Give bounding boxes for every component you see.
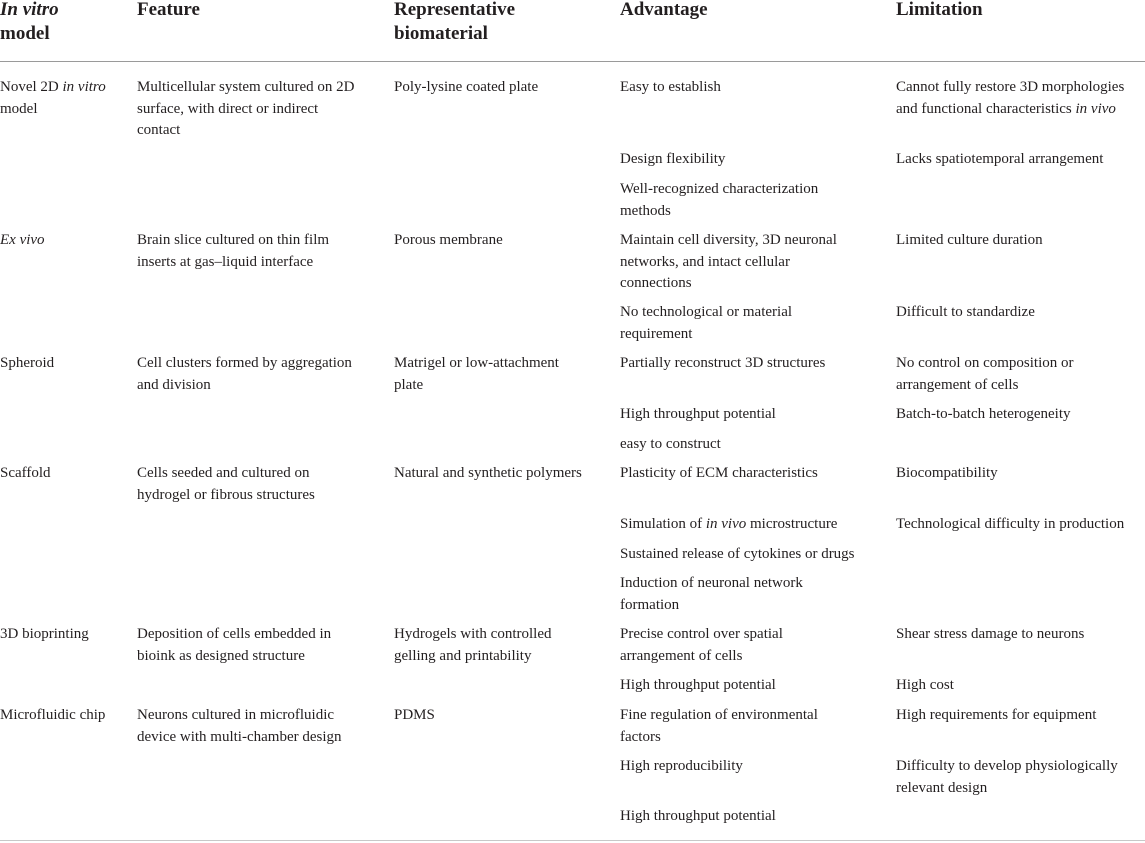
header-feature: Feature	[137, 0, 200, 20]
advantage-cell: Partially reconstruct 3D structures	[620, 355, 826, 371]
advantage-cell: High throughput potential	[620, 677, 776, 693]
model-cell: Scaffold	[0, 465, 51, 481]
limitation-cell: Shear stress damage to neurons	[896, 626, 1085, 642]
biomaterial-cell: Hydrogels with controlled gelling and printability	[394, 626, 552, 664]
biomaterial-cell: Matrigel or low-attachment plate	[394, 355, 559, 393]
advantage-cell: Design flexibility	[620, 151, 726, 167]
feature-cell: Neurons cultured in microfluidic device with multi-chamber design	[137, 707, 342, 745]
advantage-cell: Simulation of in vivo microstructure	[620, 516, 838, 532]
advantage-cell: Sustained release of cytokines or drugs	[620, 546, 855, 562]
limitation-cell: Difficulty to develop physiologically relevant design	[896, 758, 1118, 796]
advantage-cell: easy to construct	[620, 436, 721, 452]
limitation-cell: Biocompatibility	[896, 465, 998, 481]
limitation-cell: High cost	[896, 677, 954, 693]
model-cell: Ex vivo	[0, 232, 45, 248]
biomaterial-cell: Natural and synthetic polymers	[394, 465, 582, 481]
feature-cell: Multicellular system cultured on 2D surface, with direct or indirect contact	[137, 79, 355, 138]
model-cell: Novel 2D in vitro model	[0, 79, 106, 117]
biomaterial-cell: Poly-lysine coated plate	[394, 79, 539, 95]
feature-cell: Deposition of cells embedded in bioink as designed structure	[137, 626, 332, 664]
header-advantage: Advantage	[620, 0, 708, 20]
limitation-cell: Batch-to-batch heterogeneity	[896, 406, 1071, 422]
biomaterial-cell: PDMS	[394, 707, 435, 723]
limitation-cell: Technological difficulty in production	[896, 516, 1125, 532]
limitation-cell: No control on composition or arrangement of cells	[896, 355, 1074, 393]
advantage-cell: Precise control over spatial arrangement of cells	[620, 626, 783, 664]
table-header	[0, 0, 1145, 62]
limitation-cell: Lacks spatiotemporal arrangement	[896, 151, 1104, 167]
limitation-cell: Difficult to standardize	[896, 304, 1035, 320]
advantage-cell: Easy to establish	[620, 79, 721, 95]
header-in-vitro-model: In vitro model	[0, 0, 59, 44]
advantage-cell: Plasticity of ECM characteristics	[620, 465, 818, 481]
advantage-cell: Induction of neuronal network formation	[620, 575, 803, 613]
advantage-cell: High reproducibility	[620, 758, 743, 774]
advantage-cell: No technological or material requirement	[620, 304, 793, 342]
limitation-cell: High requirements for equipment	[896, 707, 1097, 723]
model-cell: Spheroid	[0, 355, 55, 371]
biomaterial-cell: Porous membrane	[394, 232, 503, 248]
model-cell: 3D bioprinting	[0, 626, 89, 642]
feature-cell: Cell clusters formed by aggregation and division	[137, 355, 352, 393]
advantage-cell: Well-recognized characterization methods	[620, 181, 819, 219]
limitation-cell: Cannot fully restore 3D morphologies and functional characteristics in vivo	[896, 79, 1125, 117]
table-bottom-rule	[0, 840, 1145, 841]
header-representative-biomaterial: Representative biomaterial	[394, 0, 516, 44]
advantage-cell: High throughput potential	[620, 406, 776, 422]
header-limitation: Limitation	[896, 0, 983, 20]
advantage-cell: High throughput potential	[620, 808, 776, 824]
limitation-cell: Limited culture duration	[896, 232, 1043, 248]
advantage-cell: Maintain cell diversity, 3D neuronal networks, and intact cellular connections	[620, 232, 837, 291]
feature-cell: Brain slice cultured on thin film inserts at gas–liquid interface	[137, 232, 330, 270]
feature-cell: Cells seeded and cultured on hydrogel or fibrous structures	[137, 465, 315, 503]
advantage-cell: Fine regulation of environmental factors	[620, 707, 818, 745]
model-cell: Microfluidic chip	[0, 707, 106, 723]
